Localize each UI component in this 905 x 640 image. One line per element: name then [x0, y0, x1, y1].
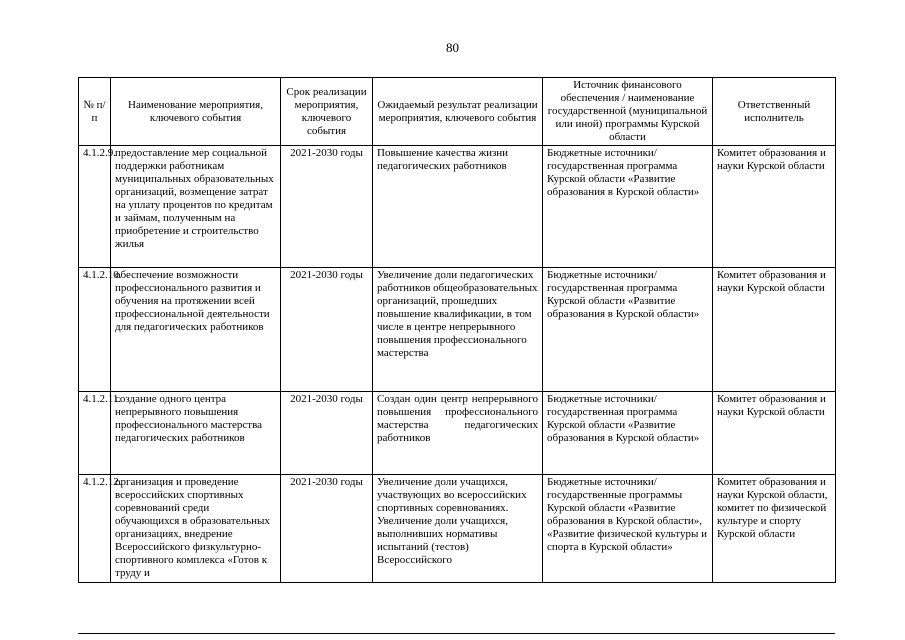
- row-result: Создан один центр непрерывного повышения профессионального мастерства педагогических работников: [373, 392, 543, 475]
- row-term: 2021-2030 годы: [281, 268, 373, 392]
- row-name: создание одного центра непрерывного повышения профессионального мастерства педагогических работников: [111, 392, 281, 475]
- row-num: 4.1.2.12.: [79, 475, 111, 583]
- row-term: 2021-2030 годы: [281, 146, 373, 268]
- row-num: 4.1.2.11.: [79, 392, 111, 475]
- header-num: № п/п: [79, 78, 111, 146]
- row-executor: Комитет образования и науки Курской области: [713, 146, 836, 268]
- header-result: Ожидаемый результат реализации мероприятия, ключевого события: [373, 78, 543, 146]
- header-name: Наименование мероприятия, ключевого события: [111, 78, 281, 146]
- action-plan-table: [78, 77, 836, 583]
- row-name: организация и проведение всероссийских спортивных соревнований среди обучающихся в образовательных организациях, внедрение Всероссийского физкультурно-спортивного комплекса «Готов к труду и: [111, 475, 281, 583]
- row-executor: Комитет образования и науки Курской области: [713, 268, 836, 392]
- row-result: Увеличение доли педагогических работников общеобразовательных организаций, прошедших повышение квалификации, в том числе в центре непрерывного повышения профессионального мастерства: [373, 268, 543, 392]
- header-term: Срок реализации мероприятия, ключевого события: [281, 78, 373, 146]
- table-row: [79, 392, 836, 475]
- header-executor: Ответственный исполнитель: [713, 78, 836, 146]
- page-number: 80: [446, 40, 459, 55]
- bottom-rule: [78, 633, 835, 634]
- row-result: Увеличение доли учащихся, участвующих во всероссийских спортивных соревнованиях. Увеличение доли учащихся, выполнивших нормативы испытаний (тестов) Всероссийского: [373, 475, 543, 583]
- row-num: 4.1.2.10.: [79, 268, 111, 392]
- row-name: обеспечение возможности профессионального развития и обучения на протяжении всей профессиональной деятельности для педагогических работников: [111, 268, 281, 392]
- row-name: предоставление мер социальной поддержки работникам муниципальных образовательных организаций, возмещение затрат на уплату процентов по кредитам и займам, полученным на приобретение и строительство жилья: [111, 146, 281, 268]
- header-source: Источник финансового обеспечения / наименование государственной (муниципальной или иной) программы Курской области: [543, 78, 713, 146]
- row-source: Бюджетные источники/государственная программа Курской области «Развитие образования в Курской области»: [543, 268, 713, 392]
- table-row: [79, 268, 836, 392]
- row-source: Бюджетные источники/государственная программа Курской области «Развитие образования в Курской области»: [543, 392, 713, 475]
- row-source: Бюджетные источники/государственные программы Курской области «Развитие образования в Курской области», «Развитие физической культуры и спорта в Курской области»: [543, 475, 713, 583]
- row-source: Бюджетные источники/государственная программа Курской области «Развитие образования в Курской области»: [543, 146, 713, 268]
- row-executor: Комитет образования и науки Курской области: [713, 392, 836, 475]
- row-num: 4.1.2.9.: [79, 146, 111, 268]
- table-header-row: [79, 78, 836, 146]
- table-row: [79, 475, 836, 583]
- row-executor: Комитет образования и науки Курской области, комитет по физической культуре и спорту Курской области: [713, 475, 836, 583]
- row-term: 2021-2030 годы: [281, 475, 373, 583]
- row-result: Повышение качества жизни педагогических работников: [373, 146, 543, 268]
- row-term: 2021-2030 годы: [281, 392, 373, 475]
- table-row: [79, 146, 836, 268]
